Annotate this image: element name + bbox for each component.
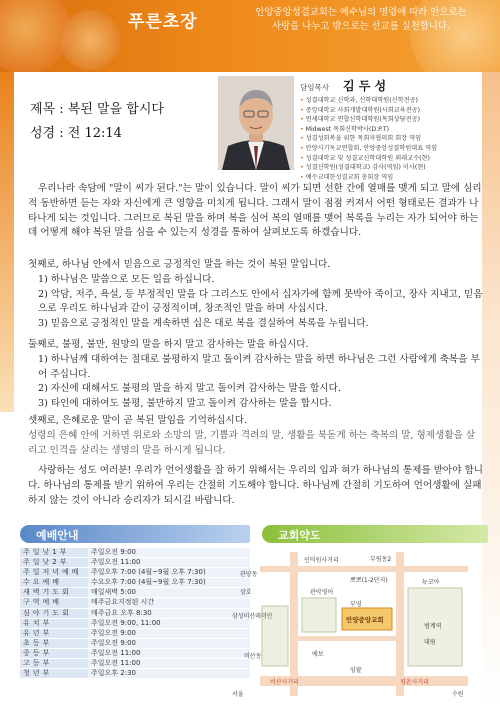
credential-item: • 성결대학교 및 성결교신학대학원 외래교수(현): [300, 154, 500, 164]
worship-time: 주일오전 9:00: [88, 628, 250, 638]
worship-name: 중등부: [20, 648, 88, 658]
church-mission: 안양중앙성결교회는 예수님의 명령에 따라 안으로는 사랑을 나누고 밖으로는 선교를 실천합니다.: [255, 7, 467, 32]
pastor-name: 김 두 성: [343, 79, 387, 93]
credential-item: • 예수교대한성결교회 총회장 역임: [300, 173, 500, 183]
worship-time: 주일오후 7:00 (4월~9월 오후 7:30): [88, 568, 250, 578]
header-banner: [0, 0, 500, 72]
map-label: 임팔: [350, 667, 362, 674]
sermon-title: 제목 : 복된 말을 합시다: [30, 102, 164, 117]
credential-item: • Midwest 목회신학박사(D.P.T): [300, 125, 500, 135]
worship-time: 주일오전 11:00: [88, 648, 250, 658]
worship-time: 매주금요지정된 시간: [88, 598, 250, 608]
point-body: 성령의 은혜 안에 거하면 위로와 소망의 말, 기쁨과 격려의 말, 생활을 북돋게 하는 축복의 말, 형제생활을 살리고 인격을 살리는 생명의 말을 하시게 됩니다.: [28, 429, 476, 456]
worship-name: 주일낮1부: [20, 548, 88, 558]
worship-time: 주일오후 2:30: [88, 669, 250, 679]
worship-name: 유치부: [20, 618, 88, 628]
map-label: 서울: [232, 691, 244, 698]
worship-time: 주일오전 9:00: [88, 548, 250, 558]
credential-item: • 성결성회복을 위한 목회자협의회 회장 역임: [300, 134, 500, 144]
map-road: [260, 566, 468, 572]
worship-time: 수요오후 7:00 (4월~9월 오후 7:30): [88, 578, 250, 588]
worship-time: 주일오전 9:00, 11:00: [88, 618, 250, 628]
map-header: [262, 525, 488, 543]
worship-name: 유년부: [20, 628, 88, 638]
map-label: 부림동2: [370, 556, 392, 563]
map-label: 삼호: [240, 589, 252, 596]
church-map: [200, 548, 490, 700]
worship-time: 매주금요 오후 8:30: [88, 608, 250, 618]
pastor-photo: [218, 76, 294, 170]
worship-name: 수요예배: [20, 578, 88, 588]
point-item: 3) 타인에 대하여도 불평, 불만하지 말고 돌이켜 감사하는 말을 합시다.: [38, 398, 332, 410]
credential-item: • 안양시기독교연합회, 안양중앙성결학원대표 역임: [300, 144, 500, 154]
point-heading: 첫째로, 하나님 안에서 믿음으로 긍정적인 말을 하는 것이 복된 말입니다.: [28, 259, 331, 270]
pastor-credentials: [300, 96, 500, 182]
bulletin-title: 푸른초장: [128, 12, 198, 32]
map-label: 수원: [452, 691, 464, 698]
map-road: [290, 552, 298, 696]
map-label: 관악영어: [310, 589, 334, 596]
point-item: 1) 하나님께 대하여는 절대로 불평하지 말고 돌이켜 감사하는 말을 하면 하나님은 그런 사람에게 축복을 부어 주십니다.: [38, 353, 480, 380]
map-label: 뉴코아: [422, 579, 440, 586]
map-label: 대림: [424, 639, 436, 646]
worship-name: 심야기도회: [20, 608, 88, 618]
worship-header: [20, 525, 250, 543]
point-item: 1) 하나님은 말씀으로 모든 일을 하십니다.: [38, 273, 215, 285]
sermon-closing: 사랑하는 성도 여러분! 우리가 언어생활을 잘 하기 위해서는 우리의 입과 혀가 하나님의 통제를 받아야 합니다. 하나님의 통제를 받기 위하여 우리는 간절히 기도해야 합니다. 하나님께 간절히 기도하여 언어생활에 실패하지 않는 것이 아니라 승리자가 되시길 바랍니다.: [28, 465, 484, 506]
sermon-verse: 성경 : 전 12:14: [30, 126, 122, 141]
map-road: [396, 552, 404, 696]
map-label: 범계역: [424, 623, 442, 630]
worship-name: 주일낮2부: [20, 558, 88, 568]
sermon-point-3: [28, 414, 484, 458]
credential-item: • 중앙대학교 사회개발대학원(사회교육전공): [300, 106, 500, 116]
left-decoration: [0, 72, 14, 412]
map-label: 삼성비산레미안: [232, 613, 273, 620]
sermon-point-1: [28, 258, 484, 332]
pastor-label: 담임목사: [300, 83, 329, 92]
map-block: [302, 598, 336, 632]
map-label: 애보: [312, 651, 324, 658]
map-road: [298, 636, 396, 641]
worship-name: 초등부: [20, 638, 88, 648]
worship-title: 예배안내: [36, 529, 79, 542]
credential-item: • 성결대학교 신학과, 신학대학원(신학전공): [300, 96, 500, 106]
worship-time: 주일오전 9:00: [88, 638, 250, 648]
worship-time: 매일새벽 5:00: [88, 588, 250, 598]
worship-name: 새벽기도회: [20, 588, 88, 598]
map-title: 교회약도: [278, 529, 321, 542]
map-label: 뽀뽀(1-2단지): [350, 577, 388, 584]
point-heading: 둘째로, 불평, 불만, 원망의 말을 하지 말고 감사하는 말을 하십시다.: [28, 339, 309, 350]
map-label: 관양동: [240, 571, 258, 578]
worship-time: 주일오전 11:00: [88, 659, 250, 669]
credential-item: • 연세대학교 연합신학대학원(목회상담전공): [300, 115, 500, 125]
worship-name: 고등부: [20, 659, 88, 669]
map-label: 비산동: [244, 653, 262, 660]
map-label: 비산사거리: [270, 679, 299, 686]
worship-name: 청년부: [20, 669, 88, 679]
point-item: 2) 악담, 저주, 욕설, 등 부정적인 말을 다 그리스도 안에서 십자가에 함께 못박아 죽이고, 장사 지내고, 믿음으로 우리도 하나님과 같이 긍정적이며, 창조적인 말을 하며 사십시다.: [38, 288, 483, 315]
worship-name: 주일저녁예배: [20, 568, 88, 578]
map-label: 부영: [350, 601, 362, 608]
flower-decoration: [60, 10, 120, 70]
credential-item: • 성결신학원(성결대학교) 감사(역임) 이사(현): [300, 163, 500, 173]
point-item: 2) 자신에 대해서도 불평의 말을 하지 말고 돌이켜 감사하는 말을 합시다.: [38, 383, 341, 395]
sermon-point-2: [28, 338, 484, 412]
church-label: 안양중앙교회: [346, 616, 384, 624]
worship-name: 구역예배: [20, 598, 88, 608]
worship-time: 주일오전 11:00: [88, 558, 250, 568]
point-item: 3) 믿음으로 긍정적인 말을 계속하면 십은 대로 복을 결실하여 복록을 누립니다.: [38, 318, 369, 330]
map-label: 평촌사거리: [400, 679, 429, 686]
sermon-intro: 우리나라 속담에 "말이 씨가 된다."는 말이 있습니다. 말이 씨가 되면 선한 간에 열매를 맺게 되고 말에 심리적 동반하면 듣는 자와 자신에게 큰 영향을 미치게 됩니다. 그래서 말이 점점 커져서 어떤 형태로든 결과가 나타나게 되는 것입니다. 그러므로 복된 말을 하며 복을 심어 복의 열매를 맺어 복록을 누리는 자가 되어야 하는데 어떻게 해야 복된 말을 심을 수 있는지 성경을 통하여 살펴보도록 하겠습니다.: [28, 183, 482, 239]
map-label: 인덕원사거리: [304, 557, 339, 564]
point-heading: 셋째로, 은혜로운 말이 곧 복된 말임을 기억하십시다.: [28, 415, 248, 426]
